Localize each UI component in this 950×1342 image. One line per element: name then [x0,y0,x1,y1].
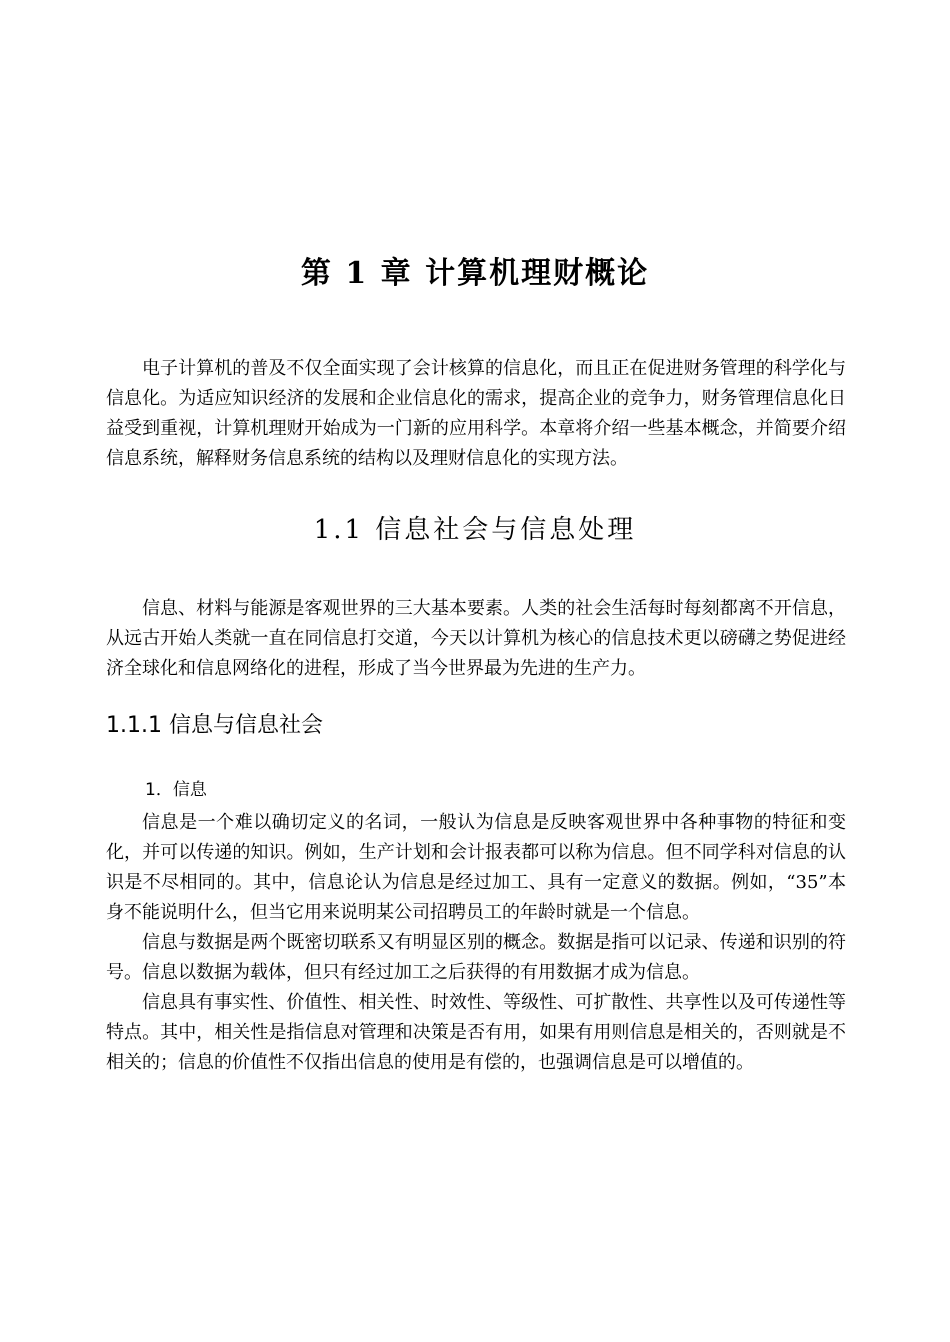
body-paragraph: 信息具有事实性、价值性、相关性、时效性、等级性、可扩散性、共享性以及可传递性等特点。其中，相关性是指信息对管理和决策是否有用，如果有用则信息是相关的，否则就是不相关的；信息的价值性不仅指出信息的使用是有偿的，也强调信息是可以增值的。 [106,992,846,1073]
item-title: 1．信息 [145,780,207,800]
section-paragraph: 信息、材料与能源是客观世界的三大基本要素。人类的社会生活每时每刻都离不开信息，从远古开始人类就一直在同信息打交道，今天以计算机为核心的信息技术更以磅礴之势促进经济全球化和信息网络化的进程，形成了当今世界最为先进的生产力。 [106,598,846,679]
intro-paragraph: 电子计算机的普及不仅全面实现了会计核算的信息化，而且正在促进财务管理的科学化与信息化。为适应知识经济的发展和企业信息化的需求，提高企业的竞争力，财务管理信息化日益受到重视，计算机理财开始成为一门新的应用科学。本章将介绍一些基本概念，并简要介绍信息系统，解释财务信息系统的结构以及理财信息化的实现方法。 [106,358,846,469]
chapter-title: 第 1 章 计算机理财概论 [300,256,650,291]
intro-text [106,354,846,474]
subsection-title: 1.1.1 信息与信息社会 [106,713,323,738]
body-paragraph: 信息是一个难以确切定义的名词，一般认为信息是反映客观世界中各种事物的特征和变化，并可以传递的知识。例如，生产计划和会计报表都可以称为信息。但不同学科对信息的认识是不尽相同的。其中，信息论认为信息是经过加工、具有一定意义的数据。例如，“35”本身不能说明什么，但当它用来说明某公司招聘员工的年龄时就是一个信息。 [106,812,846,923]
body-text [106,808,846,1078]
body-paragraph: 信息与数据是两个既密切联系又有明显区别的概念。数据是指可以记录、传递和识别的符号。信息以数据为载体，但只有经过加工之后获得的有用数据才成为信息。 [106,932,846,983]
section-intro-text [106,594,846,684]
section-title: 1.1 信息社会与信息处理 [313,515,637,545]
